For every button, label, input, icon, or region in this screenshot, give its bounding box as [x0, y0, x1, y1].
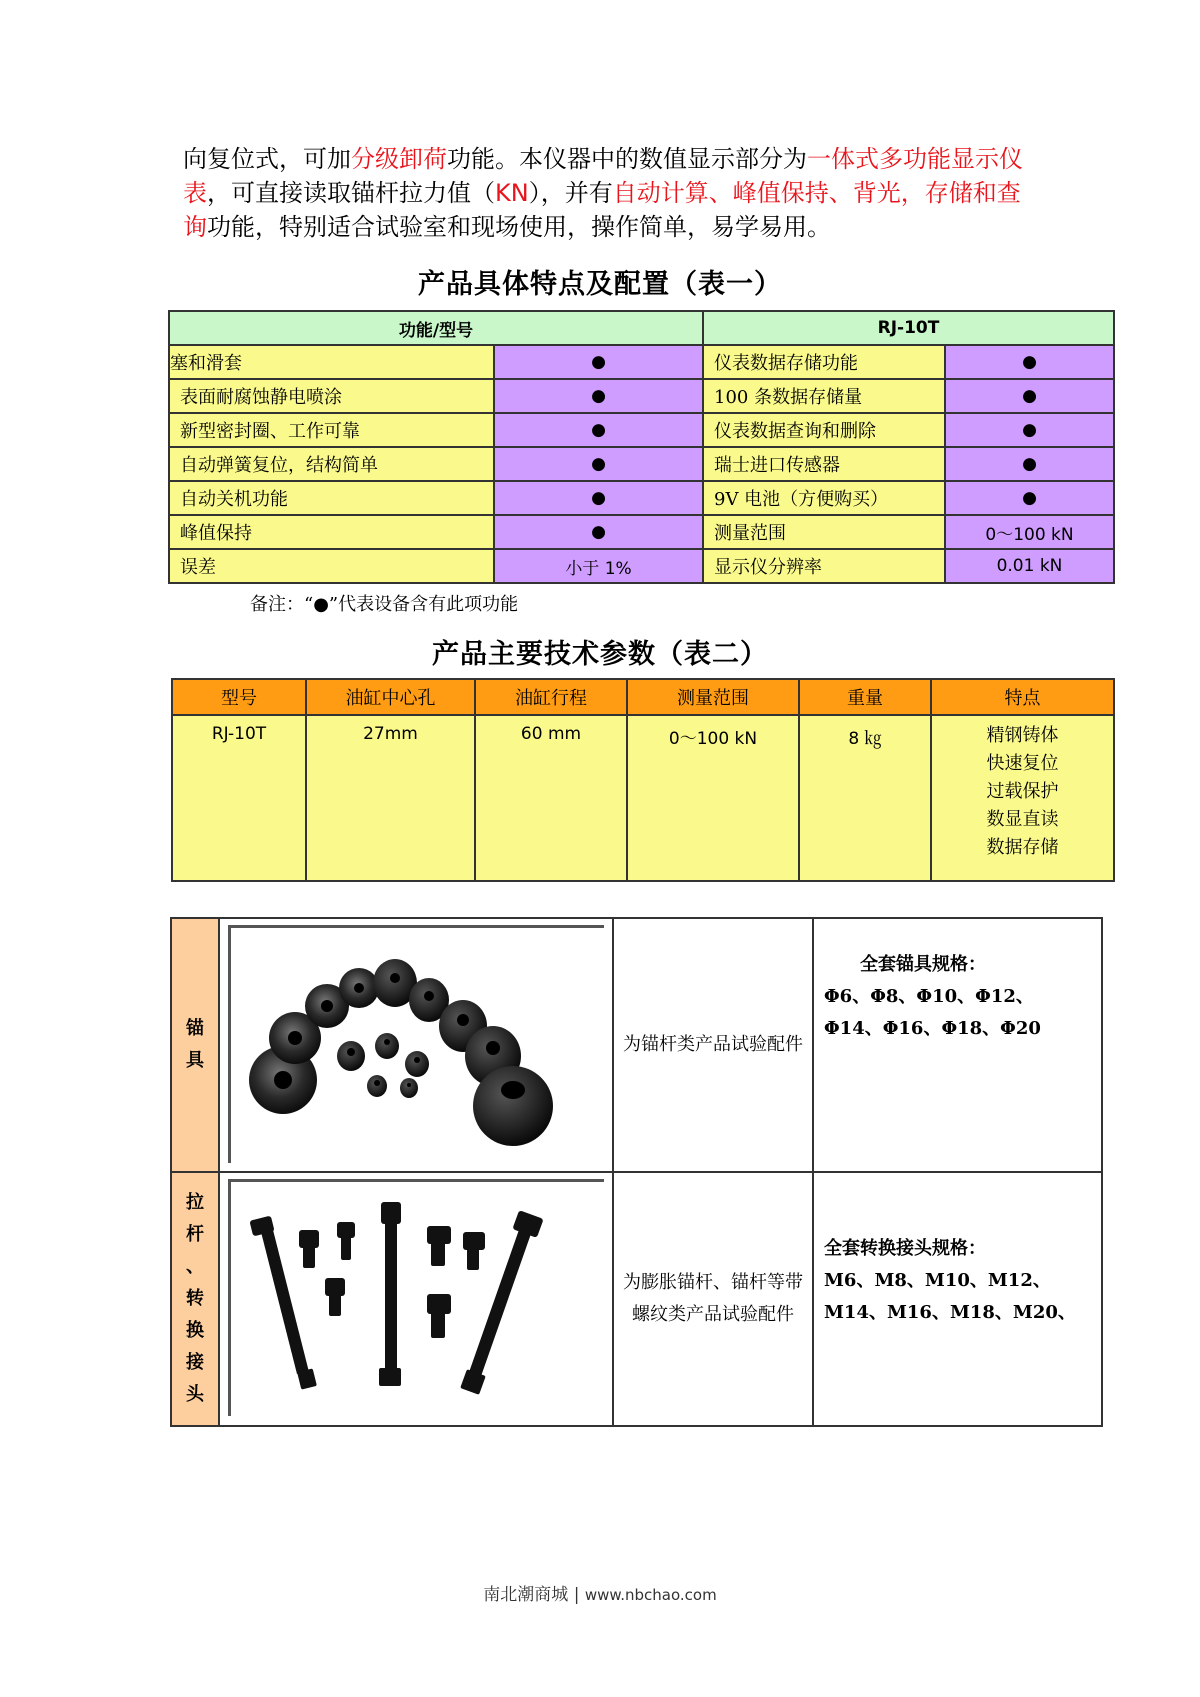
feature-value: ●: [494, 379, 703, 413]
table-row: [169, 481, 1114, 515]
feature-label: 100 条数据存储量: [703, 379, 945, 413]
table1-note: 备注：“●”代表设备含有此项功能: [250, 594, 519, 615]
accessory-name-char: 换: [186, 1320, 204, 1341]
feature-label: 表面耐腐蚀静电喷涂: [169, 379, 494, 413]
header-model: 型号: [172, 679, 306, 715]
feature-value: ●: [494, 515, 703, 549]
intro-text: 功能，特别适合试验室和现场使用，操作简单，易学易用。: [207, 213, 831, 241]
anchor-photo: [228, 925, 604, 1163]
header-features: 特点: [931, 679, 1114, 715]
page-footer: [0, 1580, 1200, 1605]
anchor-grips-image: [231, 928, 591, 1160]
accessory-name-char: 接: [186, 1352, 204, 1373]
table-row: [172, 715, 1114, 881]
header-range: 测量范围: [627, 679, 799, 715]
footer-site-name: 南北潮商城: [483, 1585, 569, 1605]
accessories-table: [170, 917, 1103, 1427]
table-row: [169, 345, 1114, 379]
intro-text: ，可直接读取锚杆拉力值（: [207, 179, 495, 207]
rods-spec-body: M6、M8、M10、M12、M14、M16、M18、M20、: [824, 1270, 1076, 1323]
accessory-name-cell: [171, 1172, 219, 1426]
table1-title: 产品具体特点及配置（表一）: [418, 269, 782, 300]
table-row: [171, 1172, 1102, 1426]
intro-text: 向复位式，可加: [183, 145, 351, 173]
table-row: [169, 515, 1114, 549]
feature-value: ●: [945, 379, 1114, 413]
header-model-name: RJ-10T: [703, 311, 1114, 345]
accessory-name-char: 拉: [186, 1192, 204, 1213]
accessory-name-char: 锚: [186, 1018, 204, 1039]
feature-label: 仪表数据查询和删除: [703, 413, 945, 447]
accessory-name-char: 杆: [186, 1224, 204, 1245]
intro-highlight: 自动计算、峰值保持、背光，存储和查询: [183, 179, 1021, 241]
feature-label: 9V 电池（方便购买）: [703, 481, 945, 515]
rods-connectors-image: [231, 1182, 587, 1414]
table-row: [169, 379, 1114, 413]
rods-photo-cell: [219, 1172, 613, 1426]
feature-value: ●: [945, 345, 1114, 379]
feature-value: 小于 1%: [494, 549, 703, 583]
header-stroke: 油缸行程: [475, 679, 627, 715]
feature-label: 塞和滑套: [169, 345, 494, 379]
header-weight: 重量: [799, 679, 931, 715]
intro-highlight: KN: [495, 179, 529, 207]
specs-table: [171, 678, 1115, 882]
accessory-name-char: 转: [186, 1288, 204, 1309]
anchor-photo-cell: [219, 918, 613, 1172]
cell-features: [931, 715, 1114, 881]
feature-label: 瑞士进口传感器: [703, 447, 945, 481]
feature-label: 自动弹簧复位，结构简单: [169, 447, 494, 481]
header-hole: 油缸中心孔: [306, 679, 475, 715]
header-function-model: 功能/型号: [169, 311, 703, 345]
accessory-name-char: 头: [186, 1384, 204, 1405]
anchor-spec-body: Φ6、Φ8、Φ10、Φ12、 Φ14、Φ16、Φ18、Φ20: [824, 986, 1041, 1039]
feature-value: 0～100 kN: [945, 515, 1114, 549]
feature-value: 0.01 kN: [945, 549, 1114, 583]
feature-item: 数显直读: [986, 809, 1059, 830]
table-row: [169, 549, 1114, 583]
feature-label: 误差: [169, 549, 494, 583]
feature-label: 新型密封圈、工作可靠: [169, 413, 494, 447]
intro-text: 功能。本仪器中的数值显示部分为: [447, 145, 807, 173]
anchor-description: 为锚杆类产品试验配件: [613, 918, 813, 1172]
feature-value: ●: [945, 447, 1114, 481]
feature-value: ●: [945, 481, 1114, 515]
feature-label: 测量范围: [703, 515, 945, 549]
cell-stroke: 60 mm: [475, 715, 627, 881]
feature-label: 显示仪分辨率: [703, 549, 945, 583]
rods-description: 为膨胀锚杆、锚杆等带螺纹类产品试验配件: [613, 1172, 813, 1426]
intro-paragraph: [183, 142, 1043, 244]
feature-item: 快速复位: [986, 753, 1059, 774]
feature-label: 峰值保持: [169, 515, 494, 549]
feature-item: 精钢铸体: [986, 725, 1059, 746]
cell-hole: 27mm: [306, 715, 475, 881]
table-header-row: [172, 679, 1114, 715]
feature-label: 自动关机功能: [169, 481, 494, 515]
feature-item: 数据存储: [986, 837, 1059, 858]
rods-spec-title: 全套转换接头规格：: [824, 1238, 986, 1259]
intro-highlight: 分级卸荷: [351, 145, 447, 173]
accessory-name-cell: [171, 918, 219, 1172]
table-row: [171, 918, 1102, 1172]
anchor-spec-title: 全套锚具规格：: [860, 954, 986, 975]
footer-url[interactable]: www.nbchao.com: [584, 1586, 717, 1604]
feature-value: ●: [494, 481, 703, 515]
intro-highlight: 一体式多功能显示仪表: [183, 145, 1023, 207]
accessory-name-char: 具: [186, 1050, 204, 1071]
anchor-spec-cell: [813, 918, 1102, 1172]
feature-value: ●: [945, 413, 1114, 447]
rods-spec-cell: [813, 1172, 1102, 1426]
footer-separator: |: [573, 1585, 585, 1605]
rods-photo: [228, 1179, 604, 1416]
table-row: [169, 413, 1114, 447]
table-row: [169, 447, 1114, 481]
accessory-name-char: 、: [186, 1256, 204, 1277]
cell-range: 0～100 kN: [627, 715, 799, 881]
feature-item: 过载保护: [986, 781, 1059, 802]
table-header-row: [169, 311, 1114, 345]
cell-weight: 8 ㎏: [799, 715, 931, 881]
features-table: [168, 310, 1115, 584]
intro-text: ），并有: [528, 179, 613, 207]
table2-title: 产品主要技术参数（表二）: [432, 639, 768, 670]
feature-value: ●: [494, 345, 703, 379]
cell-model: RJ-10T: [172, 715, 306, 881]
feature-value: ●: [494, 447, 703, 481]
feature-label: 仪表数据存储功能: [703, 345, 945, 379]
feature-value: ●: [494, 413, 703, 447]
